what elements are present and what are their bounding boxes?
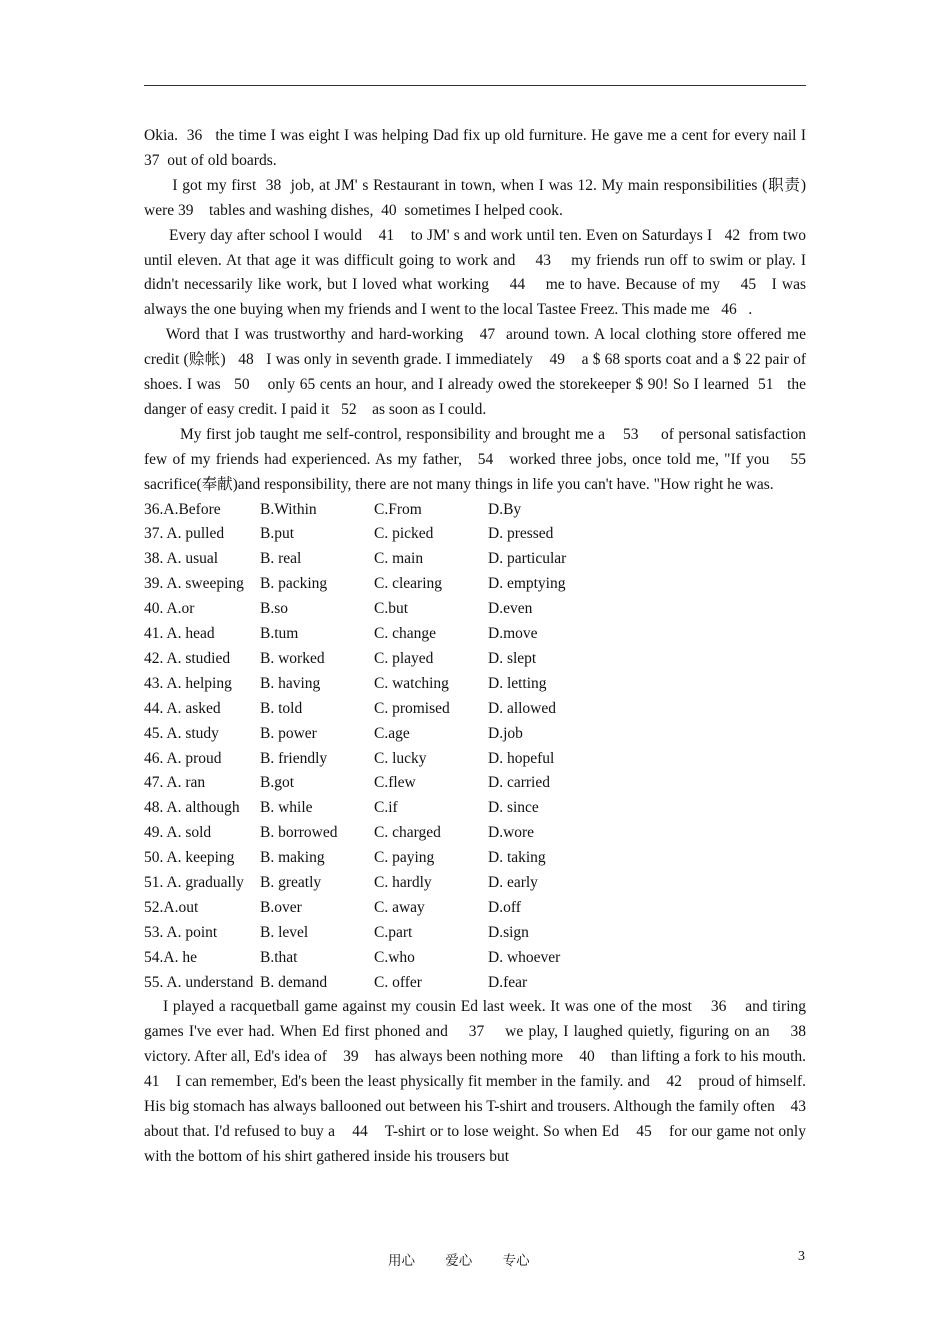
footer-word: 爱心 [445, 1253, 473, 1269]
option-row [144, 647, 806, 672]
option-choice: B. demand [260, 973, 328, 991]
option-choice: B.tum [260, 625, 299, 643]
option-row [144, 547, 806, 572]
option-choice: C.but [374, 600, 409, 618]
option-row [144, 796, 806, 821]
option-choice: 48. A. although [144, 799, 240, 817]
option-choice: C.age [374, 724, 410, 742]
option-row [144, 697, 806, 722]
page-footer [0, 1249, 950, 1267]
option-choice: 50. A. keeping [144, 849, 235, 867]
option-row [144, 522, 806, 547]
option-choice: D. letting [488, 674, 547, 692]
passage-paragraph: I got my first 38 job, at JM' s Restaurant in town, when I was 12. My main responsibilities (职责) were 39 tables and washing dishes, 40 sometimes I helped cook. [144, 176, 810, 219]
option-choice: 42. A. studied [144, 649, 231, 667]
option-choice: B. making [260, 849, 325, 867]
option-row [144, 846, 806, 871]
option-choice: C. picked [374, 525, 434, 543]
option-row [144, 747, 806, 772]
option-choice: C. main [374, 550, 424, 568]
option-choice: C.From [374, 500, 422, 518]
option-choice: B.that [260, 948, 298, 966]
option-row [144, 572, 806, 597]
option-choice: D. whoever [488, 948, 561, 966]
option-choice: C. lucky [374, 749, 427, 767]
option-row [144, 672, 806, 697]
option-choice: 52.A.out [144, 898, 199, 916]
option-choice: 47. A. ran [144, 774, 206, 792]
option-choice: B. borrowed [260, 824, 338, 842]
option-choice: D.By [488, 500, 522, 518]
option-row [144, 498, 806, 523]
option-choice: D.job [488, 724, 523, 742]
header-rule [144, 85, 806, 86]
option-choice: C.who [374, 948, 415, 966]
option-row [144, 722, 806, 747]
option-choice: C. change [374, 625, 436, 643]
option-choice: D.even [488, 600, 533, 618]
option-row [144, 771, 806, 796]
option-choice: C. paying [374, 849, 435, 867]
option-choice: 43. A. helping [144, 674, 232, 692]
option-choice: C.flew [374, 774, 416, 792]
document-body [144, 124, 822, 1170]
option-choice: C. promised [374, 699, 450, 717]
option-choice: 55. A. understand [144, 973, 254, 991]
option-choice: C. away [374, 898, 425, 916]
option-row [144, 871, 806, 896]
option-choice: B. level [260, 923, 309, 941]
option-choice: C. clearing [374, 575, 443, 593]
option-choice: 44. A. asked [144, 699, 221, 717]
option-choice: 54.A. he [144, 948, 197, 966]
option-choice: 46. A. proud [144, 749, 222, 767]
passage-paragraph: Every day after school I would 41 to JM' s and work until ten. Even on Saturdays I 42 from two until eleven. At that age it was difficult going to work and 43 my friends run off to swim or play. I didn't necessarily like work, but I loved what working 44 me to have. Because of my 45 I was always the one buying when my friends and I went to the local Tastee Freez. This made me 46 . [144, 226, 810, 319]
option-choice: D. since [488, 799, 539, 817]
option-choice: 51. A. gradually [144, 873, 244, 891]
option-choice: D.move [488, 625, 538, 643]
option-row [144, 921, 806, 946]
option-choice: 37. A. pulled [144, 525, 225, 543]
option-row [144, 821, 806, 846]
option-choice: C. watching [374, 674, 449, 692]
passage-two: I played a racquetball game against my cousin Ed last week. It was one of the most 36 and tiring games I've ever had. When Ed first phoned and 37 we play, I laughed quietly, figuring on an 38 victory. After all, Ed's idea of 39 has always been nothing more 40 than lifting a fork to his mouth. 41 I can remember, Ed's been the least physically fit member in the family. and 42 proud of himself. His big stomach has always ballooned out between his T-shirt and trousers. Although the family often 43 about that. I'd refused to buy a 44 T-shirt or to lose weight. So when Ed 45 for our game not only with the bottom of his shirt gathered inside his trousers but [144, 998, 822, 1165]
option-choice: B. while [260, 799, 313, 817]
option-choice: D. slept [488, 649, 537, 667]
option-choice: B. power [260, 724, 317, 742]
footer-word: 用心 [388, 1253, 415, 1269]
option-choice: D. early [488, 873, 538, 891]
option-choice: 53. A. point [144, 923, 218, 941]
option-choice: 36.A.Before [144, 500, 221, 518]
option-choice: B. real [260, 550, 302, 568]
option-choice: 38. A. usual [144, 550, 219, 568]
option-choice: B.over [260, 898, 302, 916]
option-choice: D. pressed [488, 525, 554, 543]
passage-paragraph: Okia. 36 the time I was eight I was helping Dad fix up old furniture. He gave me a cent for every nail I 37 out of old boards. [144, 127, 818, 169]
option-choice: B. friendly [260, 749, 328, 767]
option-choice: D.wore [488, 824, 535, 842]
option-choice: D. hopeful [488, 749, 555, 767]
option-row [144, 622, 806, 647]
option-choice: D. emptying [488, 575, 566, 593]
option-choice: B.got [260, 774, 295, 792]
option-choice: 39. A. sweeping [144, 575, 244, 593]
option-choice: D. allowed [488, 699, 557, 717]
option-choice: D.sign [488, 923, 529, 941]
footer-word: 专心 [502, 1253, 530, 1269]
option-choice: B.Within [260, 500, 317, 518]
option-choice: B. greatly [260, 873, 322, 891]
option-choice: D. taking [488, 849, 546, 867]
option-row [144, 597, 806, 622]
option-choice: B. having [260, 674, 321, 692]
option-row [144, 946, 806, 971]
page-number: 3 [798, 1249, 805, 1264]
passage-paragraph: My first job taught me self-control, responsibility and brought me a 53 of personal satisfaction few of my friends had experienced. As my father, 54 worked three jobs, once told me, "If you 55 sacrifice(奉献)and responsibility, there are not many things in life you can't have. "How right he was. [144, 425, 822, 493]
option-choice: D. particular [488, 550, 567, 568]
option-row [144, 896, 806, 921]
option-choice: 45. A. study [144, 724, 219, 742]
option-choice: B.put [260, 525, 295, 543]
option-choice: C. hardly [374, 873, 432, 891]
option-choice: D. carried [488, 774, 550, 792]
footer-motto [388, 1249, 556, 1269]
option-choice: 40. A.or [144, 600, 195, 618]
option-choice: C. offer [374, 973, 422, 991]
option-row [144, 971, 806, 996]
option-choice: 49. A. sold [144, 824, 212, 842]
option-choice: 41. A. head [144, 625, 215, 643]
option-choice: B. worked [260, 649, 325, 667]
option-choice: C. charged [374, 824, 441, 842]
option-choice: D.fear [488, 973, 528, 991]
option-choice: C.part [374, 923, 413, 941]
passage-paragraph: Word that I was trustworthy and hard-working 47 around town. A local clothing store offered me credit (赊帐) 48 I was only in seventh grade. I immediately 49 a $ 68 sports coat and a $ 22 pair of shoes. I was 50 only 65 cents an hour, and I already owed the storekeeper $ 90! So I learned 51 the danger of easy credit. I paid it 52 as soon as I could. [144, 326, 810, 418]
option-choice: C.if [374, 799, 398, 817]
option-choice: B. packing [260, 575, 328, 593]
option-choice: C. played [374, 649, 434, 667]
option-choice: B. told [260, 699, 303, 717]
option-choice: D.off [488, 898, 521, 916]
option-choice: B.so [260, 600, 288, 618]
answer-options [144, 498, 806, 996]
